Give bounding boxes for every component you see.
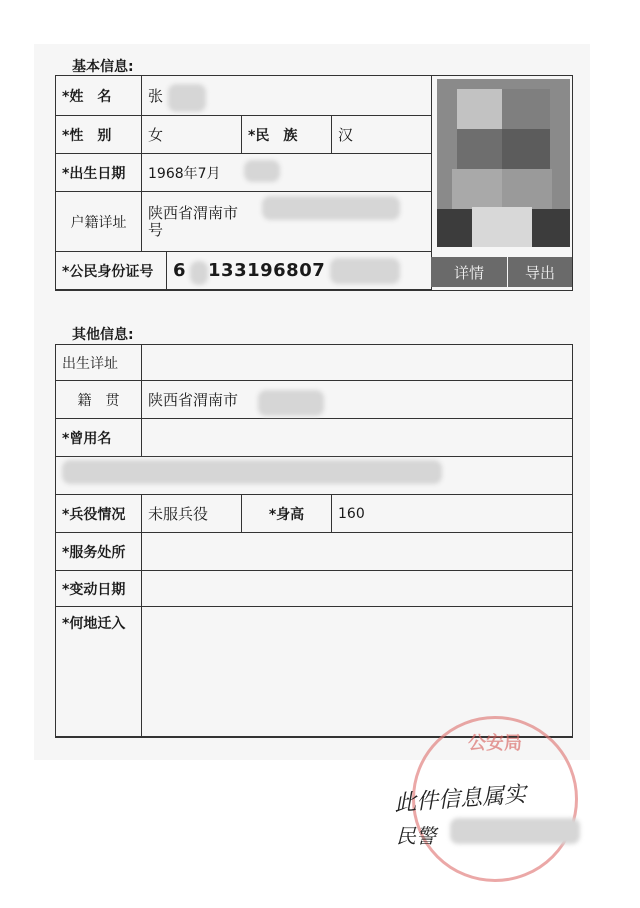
redaction-hukou (262, 196, 400, 220)
redaction-native (258, 390, 324, 416)
birth-date-value: 1968年7月 (142, 154, 432, 192)
height-value: 160 (332, 495, 573, 533)
native-place-label: 籍 贯 (56, 381, 142, 419)
birthplace-label: 出生详址 (56, 345, 142, 381)
redaction-id-1 (190, 261, 208, 285)
signature-line2: 民警 (396, 824, 436, 848)
workplace-value (142, 533, 573, 571)
hukou-address-label: 户籍详址 (56, 192, 142, 252)
redaction-row (62, 460, 442, 484)
ethnicity-label: *民 族 (242, 116, 332, 154)
change-date-label: *变动日期 (56, 571, 142, 607)
hukou-address-line1: 陕西省渭南市 (148, 203, 239, 222)
redaction-name (168, 84, 206, 112)
workplace-label: *服务处所 (56, 533, 142, 571)
id-number-prefix: 6 (173, 260, 187, 281)
change-date-value (142, 571, 573, 607)
ethnicity-value: 汉 (332, 116, 432, 154)
military-label: *兵役情况 (56, 495, 142, 533)
redaction-signature (450, 818, 580, 844)
gender-label: *性 别 (56, 116, 142, 154)
basic-info-title: 基本信息: (72, 59, 134, 75)
redaction-birth (244, 160, 280, 182)
hukou-address-line2: 号 (148, 220, 164, 239)
seal-text: 公安局 (468, 733, 522, 754)
other-info-title: 其他信息: (72, 327, 134, 343)
gender-value: 女 (142, 116, 242, 154)
name-label: *姓 名 (56, 76, 142, 116)
alias-label: *曾用名 (56, 419, 142, 457)
height-label: *身高 (242, 495, 332, 533)
name-value: 张 (142, 76, 432, 116)
redaction-id-2 (330, 258, 400, 284)
native-place-value: 陕西省渭南市 (142, 381, 573, 419)
birth-date-label: *出生日期 (56, 154, 142, 192)
id-number-digits: 133196807 (208, 260, 326, 281)
moved-from-label: *何地迁入 (56, 607, 142, 737)
military-value: 未服兵役 (142, 495, 242, 533)
birthplace-value (142, 345, 573, 381)
id-number-label: *公民身份证号 (56, 252, 167, 290)
alias-value (142, 419, 573, 457)
signature-line1: 此件信息属实 (393, 782, 527, 817)
id-photo (437, 79, 570, 247)
detail-button[interactable]: 详情 (431, 257, 507, 287)
export-button[interactable]: 导出 (508, 257, 572, 287)
